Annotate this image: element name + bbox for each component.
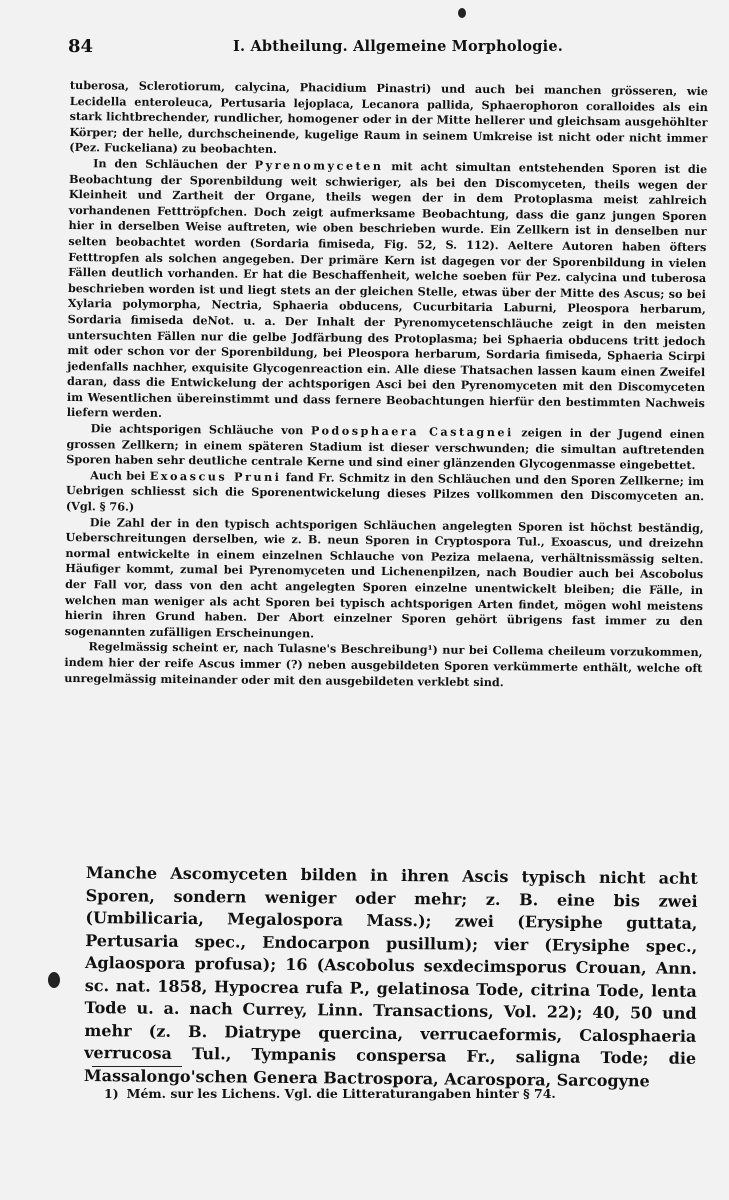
footnote-text: Mém. sur les Lichens. Vgl. die Litteraturangaben hinter § 74. <box>126 1086 556 1101</box>
large-print-text <box>84 862 698 1093</box>
paragraph <box>65 515 704 646</box>
text-run: mit acht simultan entstehenden Sporen ist die Beobachtung der Sporenbildung weit schwieriger, als bei den Discomyceten, theils wegen der Kleinheit und Zartheit der Organe, theils wegen der in dem Protoplasma meist zahlreich vorhandenen Fetttröpfchen. Doch zeigt aufmerksame Beobachtung, dass die ganz jungen Sporen hier in derselben Weise auftreten, wie oben beschrieben wurde. Ein Zellkern ist in denselben nur selten beobachtet worden (Sordaria fimiseda, Fig. 52, S. 112). Aeltere Autoren haben öfters Fetttropfen als solchen angegeben. Der primäre Kern ist dagegen vor der Sporenbildung in vielen Fällen deutlich vorhanden. Er hat die Beschaffenheit, welche soeben für Pez. calycina und tuberosa beschrieben worden ist und liegt stets an der gleichen Stelle, etwas über der Mitte des Ascus; so bei Xylaria polymorpha, Nectria, Sphaeria obducens, Cucurbitaria Laburni, Pleospora herbarum, Sordaria fimiseda deNot. u. a. Der Inhalt der Pyrenomycetenschläuche zeigt in den meisten untersuchten Fällen nur die gelbe Jodfärbung des Protoplasma; bei Sphaeria obducens tritt jedoch mit oder schon vor der Sporenbildung, bei Pleospora herbarum, Sordaria fimiseda, Sphaeria Scirpi jedenfalls nachher, exquisite Glycogenreaction ein. Alle diese Thatsachen lassen kaum einen Zweifel daran, dass die Entwickelung der achtsporigen Asci bei den Pyrenomyceten mit den Discomyceten im Wesentlichen übereinstimmt und dass fernere Beobachtungen hierfür den bestimmten Nachweis liefern werden. <box>66 158 708 421</box>
ink-blot-margin <box>48 972 60 988</box>
page-number: 84 <box>68 36 94 57</box>
text-run: fand Fr. Schmitz in den Schläuchen und den Sporen Zellkerne; im Uebrigen schliesst sich die Sporenentwickelung dieses Pilzes vollkommen den Discomyceten an. (Vgl. § 76.) <box>65 469 705 514</box>
paragraph <box>69 78 708 162</box>
footnote-rule <box>92 1066 182 1067</box>
spaced-term: Pyrenomyceten <box>254 157 384 173</box>
text-run: Regelmässig scheint er, nach Tulasne's Beschreibung¹) nur bei Collema cheileum vorzukommen, indem hier der reife Ascus immer (?) neben ausgebildeten Sporen verkümmerte enthält, welche oft unregelmässig miteinander oder mit den ausgebildeten verklebt sind. <box>64 639 703 689</box>
text-run: Auch bei <box>90 468 150 483</box>
spaced-term: Podosphaera Castagnei <box>310 423 514 440</box>
small-print-text <box>64 78 708 692</box>
ink-blot-top <box>458 8 466 18</box>
spaced-term: Exoascus Pruni <box>149 468 282 484</box>
text-run: In den Schläuchen der <box>93 156 255 172</box>
footnote <box>104 1086 704 1101</box>
paragraph <box>66 468 704 521</box>
text-run: zeigen in der Jugend einen grossen Zellkern; in einem späteren Stadium ist dieser verschwunden; die simultan auftretenden Sporen haben sehr deutliche centrale Kerne und sind einer glänzenden Glycogenmasse eingebettet. <box>66 425 705 473</box>
text-run: Die Zahl der in den typisch achtsporigen Schläuchen angelegten Sporen ist höchst beständig, Ueberschreitungen derselben, wie z. B. neun Sporen in Cryptospora Tul., Exoascus, und dreizehn normal entwickelte in einem einzelnen Schlauche von Peziza melaena, verhältnissmässig selten. Häufiger kommt, zumal bei Pyrenomyceten und Lichenenpilzen, nach Boudier auch bei Ascobolus der Fall vor, dass von den acht angelegten Sporen einzelne unentwickelt bleiben; die Fälle, in welchen man weniger als acht Sporen bei typisch achtsporigen Arten findet, mögen wohl meistens hierin ihren Grund haben. Der Abort einzelner Sporen gehört übrigens fast immer zu den sogenannten zufälligen Erscheinungen. <box>64 514 704 641</box>
paragraph <box>66 421 704 474</box>
large-paragraph: Manche Ascomyceten bilden in ihren Ascis typisch nicht acht Sporen, sondern weniger oder mehr; z. B. eine bis zwei (Umbilicaria, Megalospora Mass.); zwei (Erysiphe guttata, Pertusaria spec., Endocarpon pusillum); vier (Erysiphe spec., Aglaospora profusa); 16 (Ascobolus sexdecimsporus Crouan, Ann. sc. nat. 1858, Hypocrea rufa P., gelatinosa Tode, citrina Tode, lenta Tode u. a. nach Currey, Linn. Transactions, Vol. 22); 40, 50 und mehr (z. B. Diatrype quercina, verrucaeformis, Calosphaeria verrucosa Tul., Tympanis conspersa Fr., saligna Tode; die Massalongo'schen Genera Bactrospora, Acarospora, Sarcogyne <box>83 862 698 1090</box>
footnote-marker: 1) <box>104 1086 119 1101</box>
text-run: tuberosa, Sclerotiorum, calycina, Phacidium Pinastri) und auch bei manchen grösseren, wie Lecidella enteroleuca, Pertusaria lejoplaca, Lecanora pallida, Sphaerophoron coralloides als ein stark lichtbrechender, rundlicher, homogener oder in der Mitte hellerer und gleichsam ausgehöhlter Körper; der helle, durchscheinende, kugelige Raum in seinem Umkreise ist nicht oder nicht immer (Pez. Fuckeliana) zu beobachten. <box>69 78 708 157</box>
page-header <box>68 36 708 56</box>
paragraph <box>67 156 708 427</box>
paragraph <box>64 639 702 692</box>
text-run: Die achtsporigen Schläuche von <box>90 421 311 438</box>
running-head: I. Abtheilung. Allgemeine Morphologie. <box>233 38 564 55</box>
